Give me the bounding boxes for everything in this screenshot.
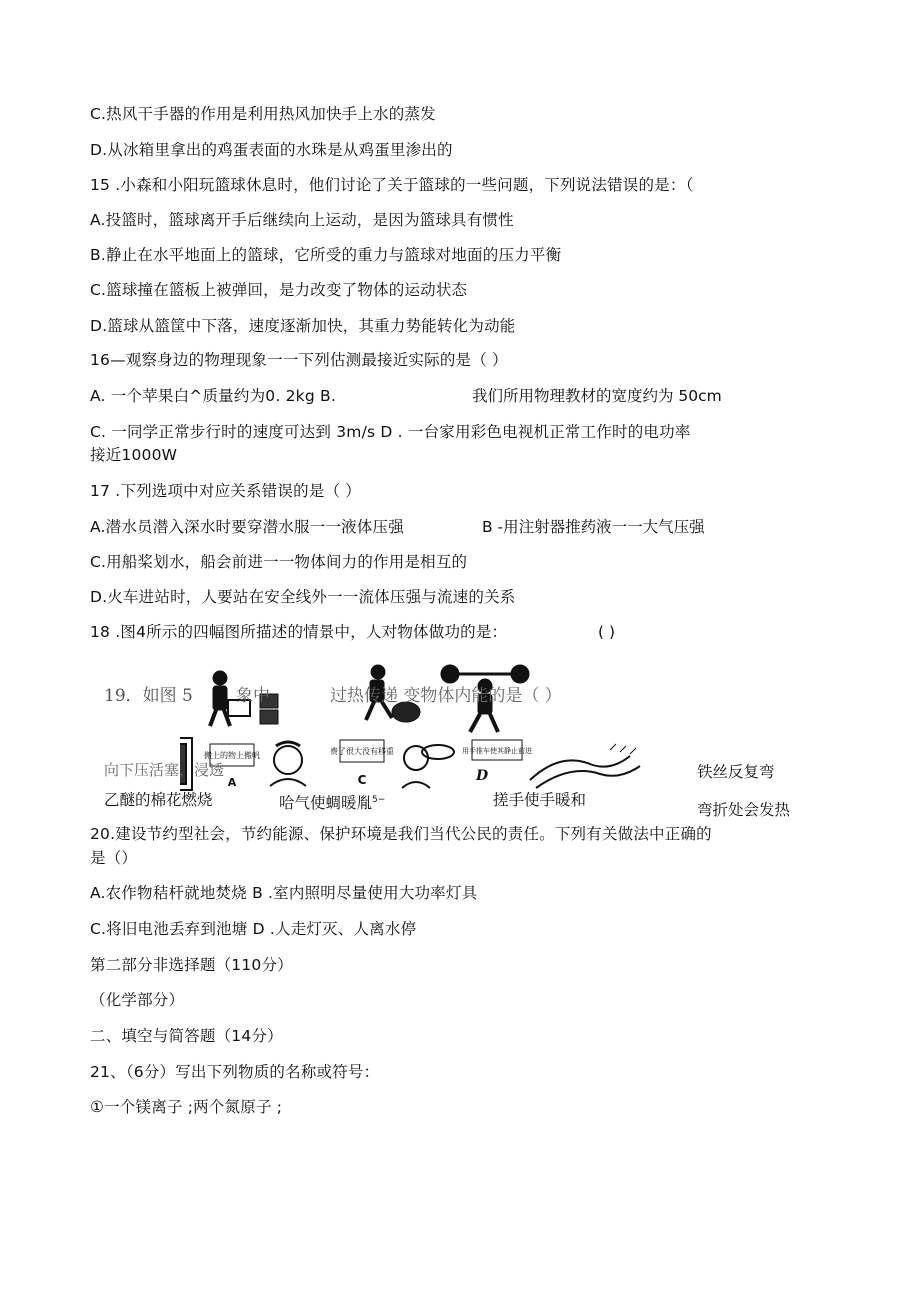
figure-label-ether: 乙醚的棉花燃烧 <box>104 791 213 809</box>
option-a-15: A.投篮时，篮球离开手后继续向上运动，是因为篮球具有惯性 <box>90 211 514 229</box>
question-19-middle: 象中 <box>236 686 270 706</box>
option-c-16: C. 一同学正常步行时的速度可达到 3m/s D . 一台家用彩色电视机正常工作时的电功率 <box>90 423 691 441</box>
question-21: 21、（6分）写出下列物质的名称或符号： <box>90 1063 380 1081</box>
figure-label-piston: 向下压活塞，浸透 <box>104 761 225 779</box>
figure-sign-c-text: 费了很大没有移重 <box>330 747 394 756</box>
figure-person-breathing <box>270 742 306 786</box>
question-15: 15 .小森和小阳玩篮球休息时，他们讨论了关于篮球的一些问题，下列说法错误的是：（ <box>90 176 694 194</box>
question-20: 20.建设节约型社会，节约能源、保护环境是我们当代公民的责任。下列有关做法中正确的 <box>90 825 712 843</box>
question-19-start: 19．如图 5 <box>104 686 193 706</box>
chemistry-heading: （化学部分） <box>90 991 185 1009</box>
question-18: 18 .图4所示的四幅图所描述的情景中，人对物体做功的是： <box>90 623 508 641</box>
option-c-17: C.用船桨划水，船会前进一一物体间力的作用是相互的 <box>90 553 468 571</box>
figure-label-rub-hands: 搓手使手暖和 <box>493 791 587 809</box>
figure-sign-d-text: 用手推车使其静止前进 <box>462 747 532 755</box>
figure-18-svg <box>180 660 660 795</box>
figure-label-wire-1: 铁丝反复弯 <box>697 763 775 781</box>
option-c-16-continued: 接近1000W <box>90 446 178 464</box>
question-18-answer-paren: ( ) <box>598 623 616 641</box>
figure-sign-a-text: 搬上的物上搬帆 <box>204 751 260 760</box>
question-19-rest: 过热传递 变物体内能的是（ ） <box>330 686 562 706</box>
question-21-item-1: ①一个镁离子 ;两个氮原子 ; <box>90 1098 283 1116</box>
option-a-17: A.潜水员潜入深水时要穿潜水服一一液体压强 <box>90 518 404 536</box>
figure-hands <box>530 744 640 788</box>
option-b-15: B.静止在水平地面上的篮球，它所受的重力与篮球对地面的压力平衡 <box>90 246 562 264</box>
figure-18-illustration <box>180 660 660 795</box>
option-a-16-left: A. 一个苹果白^质量约为0. 2kg B. <box>90 387 336 405</box>
option-b-17: B -用注射器推药液一一大气压强 <box>482 518 705 536</box>
question-16: 16—观察身边的物理现象一一下列估测最接近实际的是（ ） <box>90 351 508 369</box>
option-ab-20: A.农作物秸杆就地焚烧 B .室内照明尽量使用大功率灯具 <box>90 884 478 902</box>
option-c-14: C.热风干手器的作用是利用热风加快手上水的蒸发 <box>90 105 436 123</box>
figure-label-breath <box>279 790 385 813</box>
question-17: 17 .下列选项中对应关系错误的是（ ） <box>90 482 362 500</box>
option-cd-20: C.将旧电池丢弃到池塘 D .人走灯灭、人离水停 <box>90 920 417 938</box>
part-2-heading: 第二部分非选择题（110分） <box>90 956 293 974</box>
option-b-16: 我们所用物理教材的宽度约为 50cm <box>472 387 722 405</box>
figure-sign-c <box>330 740 394 787</box>
figure-person-rubbing <box>402 745 454 788</box>
figure-sign-d <box>462 740 532 784</box>
figure-label-breath-text: 哈气使蜩暖胤 <box>279 794 373 813</box>
option-d-14: D.从冰箱里拿出的鸡蛋表面的水珠是从鸡蛋里渗出的 <box>90 141 453 159</box>
figure-letter-a: A <box>227 776 237 789</box>
section-2-heading: 二、填空与简答题（14分） <box>90 1027 283 1045</box>
figure-letter-d: D <box>476 768 489 784</box>
figure-letter-c: C <box>357 773 367 787</box>
question-20-continued: 是（） <box>90 849 138 867</box>
option-d-15: D.篮球从篮筐中下落，速度逐渐加快，其重力势能转化为动能 <box>90 317 516 335</box>
option-d-17: D.火车进站时，人要站在安全线外一一流体压强与流速的关系 <box>90 588 516 606</box>
figure-label-wire-2: 弯折处会发热 <box>697 801 791 819</box>
figure-label-breath-sup: 5− <box>372 795 386 805</box>
option-c-15: C.篮球撞在篮板上被弹回，是力改变了物体的运动状态 <box>90 281 468 299</box>
